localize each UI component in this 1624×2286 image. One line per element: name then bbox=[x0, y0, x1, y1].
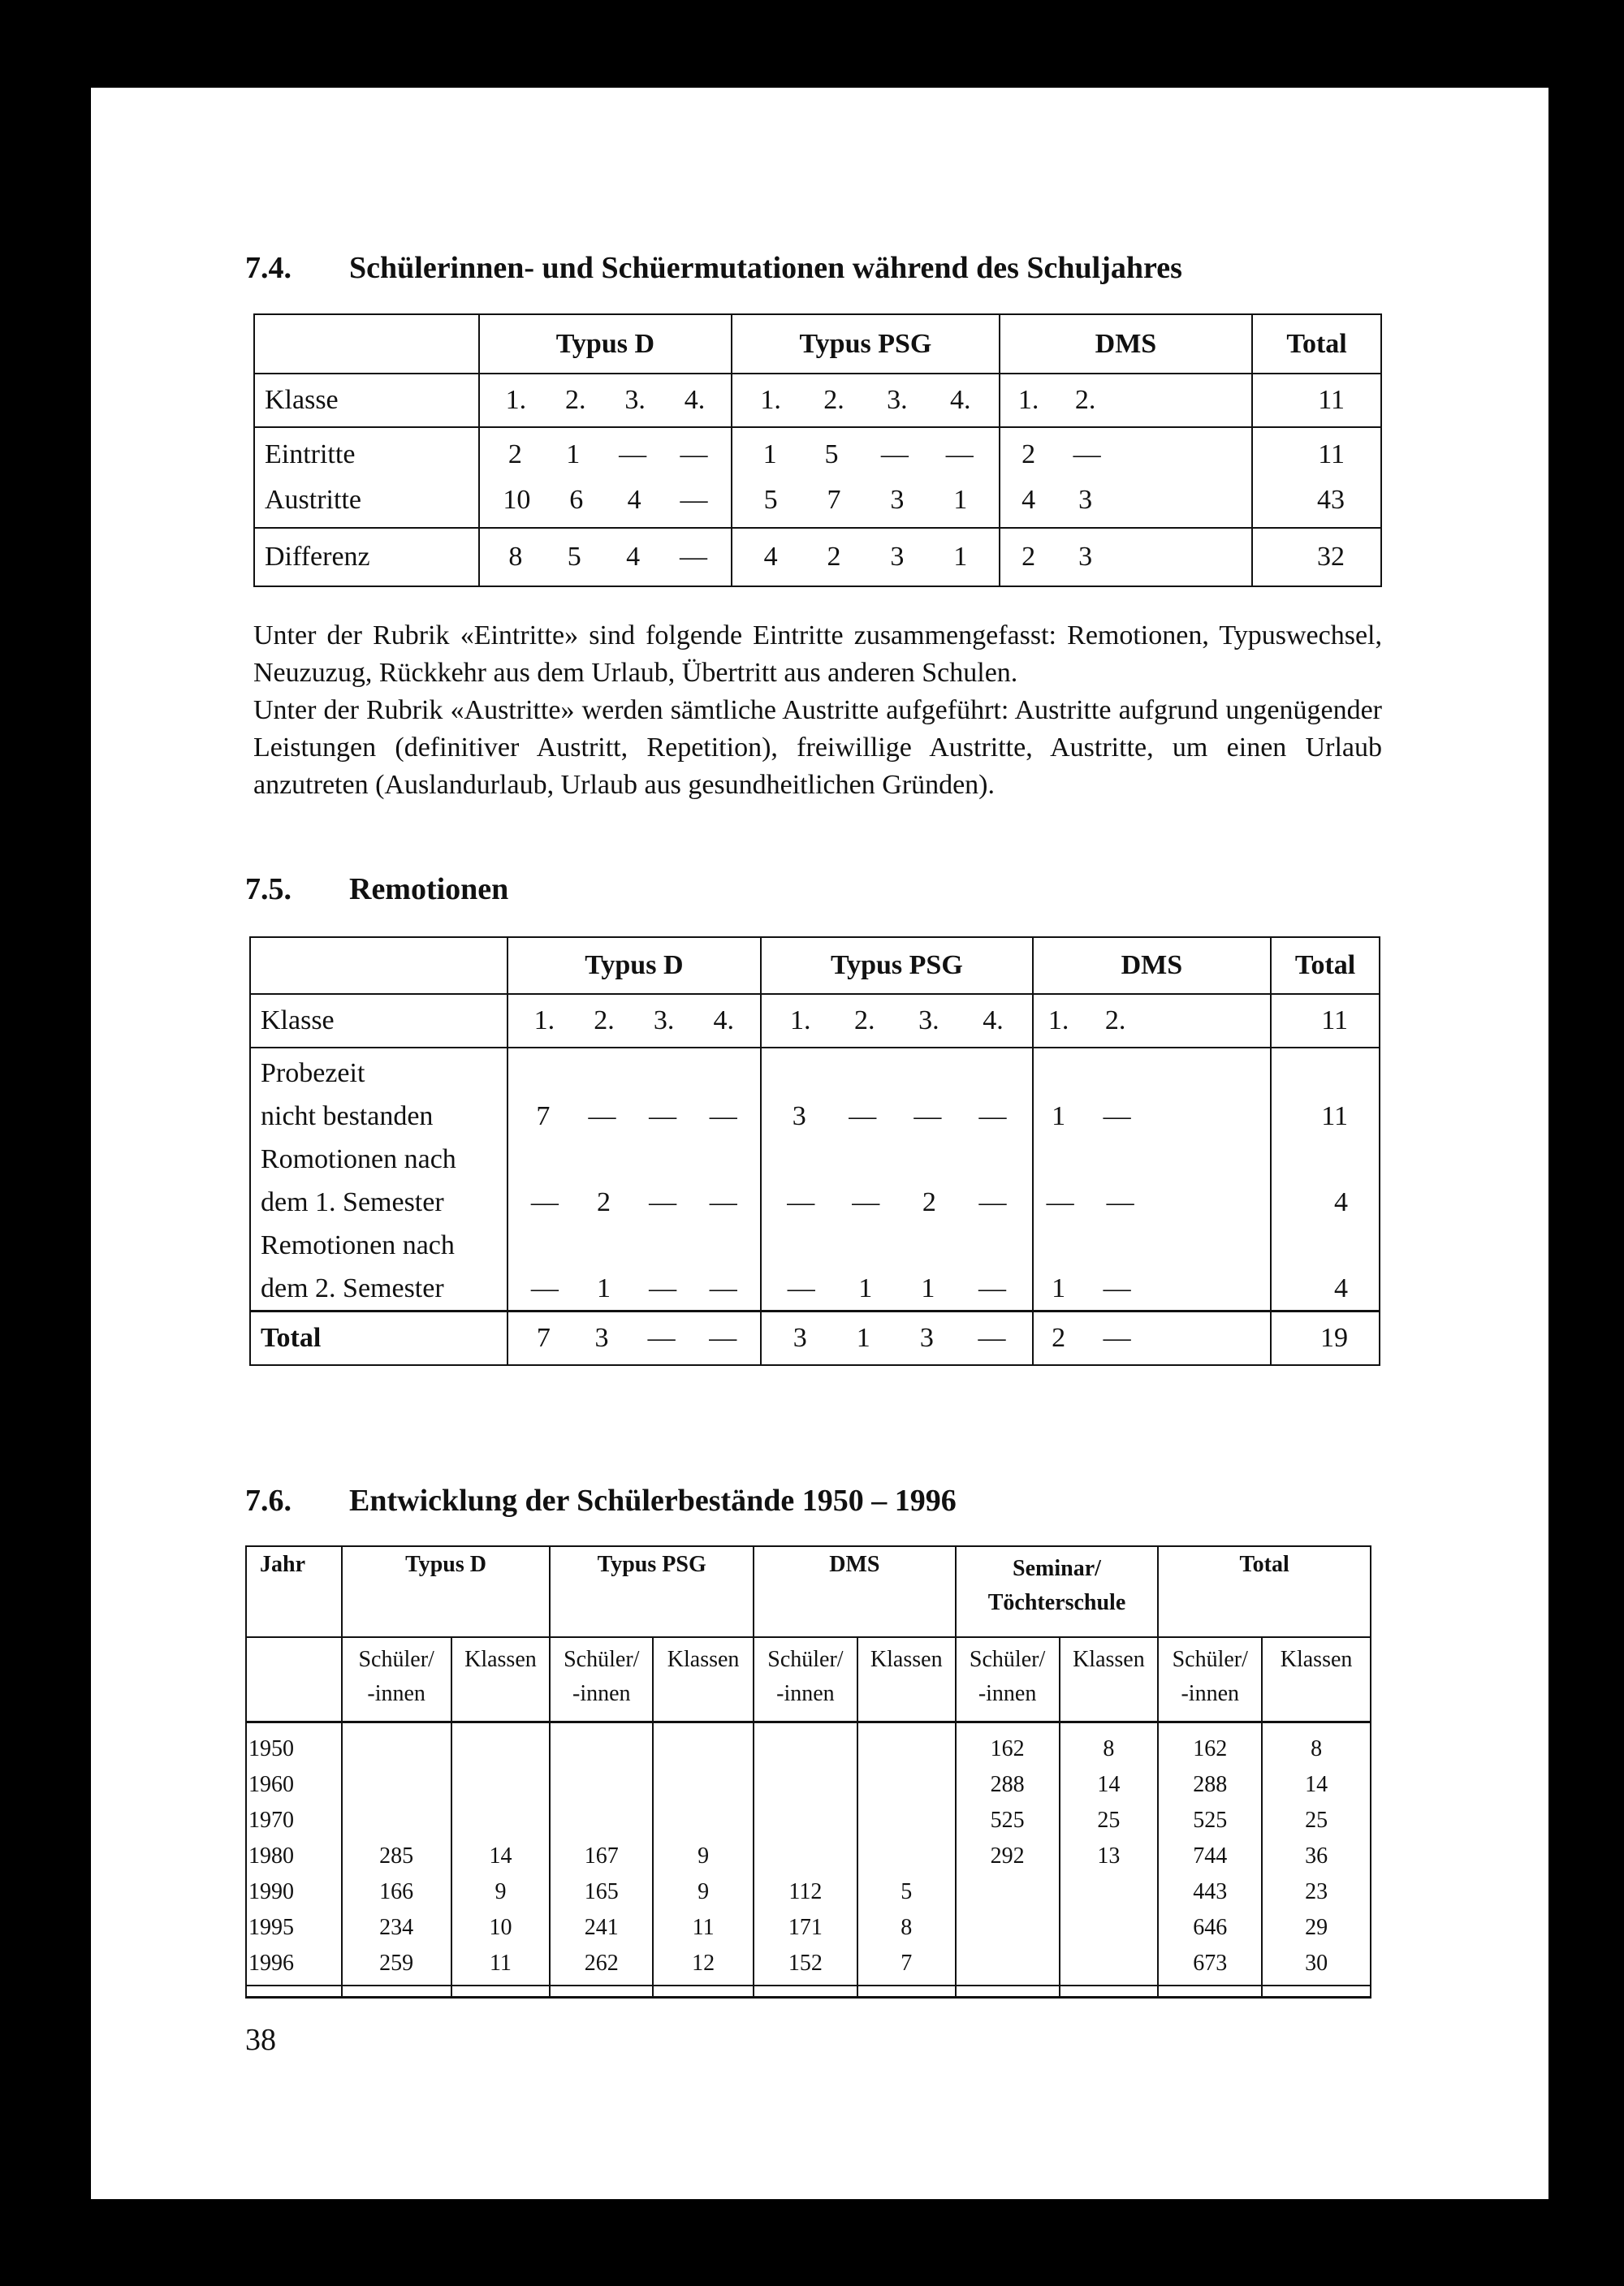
cell: 2 bbox=[827, 542, 841, 572]
year-cell: 1950 bbox=[248, 1735, 294, 1761]
row-label: dem 1. Semester bbox=[261, 1187, 444, 1217]
cell: 171 bbox=[788, 1914, 823, 1940]
cell: 166 bbox=[379, 1878, 414, 1904]
cell: 4 bbox=[627, 485, 641, 515]
cell: 152 bbox=[788, 1950, 823, 1976]
cell bbox=[860, 1839, 953, 1874]
subheader-classes: Klassen bbox=[653, 1637, 754, 1722]
cell: 2 bbox=[1052, 1322, 1066, 1353]
cell: 23 bbox=[1305, 1878, 1328, 1904]
total-cell: 4 bbox=[1334, 1273, 1348, 1303]
total-cell: 11 bbox=[1271, 994, 1380, 1048]
cell: 3 bbox=[792, 1101, 806, 1131]
cell bbox=[958, 1910, 1057, 1946]
year-cell: 1990 bbox=[248, 1878, 294, 1904]
cell bbox=[756, 1767, 855, 1803]
cell bbox=[344, 1767, 449, 1803]
notes-paragraph bbox=[253, 617, 1382, 804]
cell: 1 bbox=[762, 439, 777, 469]
cell: 9 bbox=[495, 1878, 507, 1904]
cell bbox=[454, 1767, 548, 1803]
cell bbox=[344, 1803, 449, 1839]
cell: 14 bbox=[1305, 1771, 1328, 1797]
cell: 1 bbox=[953, 542, 968, 572]
cell: 7 bbox=[901, 1950, 913, 1976]
remotionen-table bbox=[249, 936, 1380, 1366]
cell: — bbox=[1046, 1187, 1074, 1217]
schuelerbestaende-table bbox=[245, 1545, 1371, 1999]
cell: 13 bbox=[1097, 1843, 1121, 1869]
cell: 8 bbox=[1103, 1735, 1115, 1761]
cell: 3 bbox=[1078, 485, 1093, 515]
cell: 292 bbox=[990, 1843, 1025, 1869]
cell bbox=[958, 1874, 1057, 1910]
cell: 3 bbox=[594, 1322, 609, 1353]
row-label: dem 2. Semester bbox=[261, 1273, 444, 1303]
cell: 443 bbox=[1193, 1878, 1228, 1904]
cell: 2 bbox=[508, 439, 522, 469]
cell: — bbox=[945, 439, 974, 469]
cell: 25 bbox=[1305, 1807, 1328, 1833]
cell: — bbox=[978, 1101, 1007, 1131]
row-label: Klasse bbox=[254, 374, 479, 427]
mutations-table bbox=[253, 313, 1382, 587]
cell: — bbox=[619, 439, 647, 469]
table-subheader-row bbox=[246, 1637, 1371, 1722]
header-toechterschule: Töchterschule bbox=[987, 1590, 1126, 1615]
cell: 744 bbox=[1193, 1843, 1228, 1869]
cell: — bbox=[709, 1101, 737, 1131]
cell bbox=[1062, 1946, 1156, 1981]
cell: 1 bbox=[1052, 1273, 1066, 1303]
subheader-text: Schüler/ bbox=[564, 1647, 640, 1672]
cell: 7 bbox=[827, 485, 841, 515]
subheader-text: Schüler/ bbox=[358, 1647, 434, 1672]
cell bbox=[958, 1946, 1057, 1981]
cell: — bbox=[709, 1273, 737, 1303]
cell: 3 bbox=[890, 542, 905, 572]
total-cell: 11 bbox=[1252, 374, 1381, 427]
cell: — bbox=[649, 1187, 677, 1217]
cell: 1 bbox=[566, 439, 581, 469]
table-row-total bbox=[250, 1312, 1380, 1365]
cell: — bbox=[680, 439, 708, 469]
cell bbox=[454, 1803, 548, 1839]
cell: 14 bbox=[489, 1843, 512, 1869]
cell: 8 bbox=[1311, 1735, 1323, 1761]
section-title: Entwicklung der Schülerbestände 1950 – 1996 bbox=[349, 1484, 957, 1518]
subheader-classes: Klassen bbox=[1262, 1637, 1371, 1722]
row-label: Remotionen nach bbox=[261, 1230, 455, 1260]
table-header-row bbox=[250, 937, 1380, 994]
subheader-text: -innen bbox=[1181, 1681, 1239, 1706]
cell: 3 bbox=[1078, 542, 1093, 572]
document-page bbox=[91, 88, 1548, 2199]
cell: — bbox=[1073, 439, 1101, 469]
cell bbox=[1062, 1874, 1156, 1910]
section-number: 7.6. bbox=[245, 1484, 292, 1518]
section-number: 7.5. bbox=[245, 872, 292, 906]
cell: 9 bbox=[698, 1843, 710, 1869]
cell: — bbox=[530, 1187, 559, 1217]
subheader-classes: Klassen bbox=[857, 1637, 956, 1722]
cell bbox=[344, 1731, 449, 1767]
cell: 2 bbox=[1021, 542, 1036, 572]
subheader-text: Schüler/ bbox=[969, 1647, 1046, 1672]
note-austritte: Unter der Rubrik «Austritte» werden sämtliche Austritte aufgeführt: Austritte aufgrund ungenügender Leistungen (definitiver Austritt, Repetition), freiwillige Austritte, Austritte, um einen Urlaub anzutreten (Auslandurlaub, Urlaub aus gesundheitlichen Gründen). bbox=[253, 695, 1382, 800]
cell: 2 bbox=[922, 1187, 936, 1217]
cell: 12 bbox=[692, 1950, 715, 1976]
cell: 14 bbox=[1097, 1771, 1121, 1797]
cell: 673 bbox=[1193, 1950, 1228, 1976]
cell: — bbox=[978, 1273, 1007, 1303]
table-row bbox=[250, 994, 1380, 1048]
row-label: nicht bestanden bbox=[261, 1101, 434, 1131]
cell: 3 bbox=[890, 485, 905, 515]
cell: 1. bbox=[1047, 1005, 1069, 1035]
cell: 2. bbox=[564, 385, 586, 415]
cell: — bbox=[978, 1187, 1007, 1217]
cell: 5 bbox=[567, 542, 581, 572]
cell: 3. bbox=[653, 1005, 675, 1035]
total-cell: 11 bbox=[1321, 1101, 1348, 1131]
cell: 2. bbox=[823, 385, 844, 415]
subheader-text: -innen bbox=[572, 1681, 631, 1706]
cell: — bbox=[647, 1322, 676, 1353]
subheader-students bbox=[550, 1637, 653, 1722]
cell: 3. bbox=[918, 1005, 939, 1035]
cell: 2. bbox=[1104, 1005, 1126, 1035]
cell: 11 bbox=[692, 1914, 715, 1940]
year-cell: 1960 bbox=[248, 1771, 294, 1797]
subheader-text: -innen bbox=[776, 1681, 835, 1706]
header-seminar: Seminar/ bbox=[1013, 1556, 1101, 1581]
cell: 5 bbox=[901, 1878, 913, 1904]
subheader-text: Schüler/ bbox=[1172, 1647, 1248, 1672]
table-header-row bbox=[246, 1546, 1371, 1637]
cell: — bbox=[1103, 1101, 1131, 1131]
total-cell: 4 bbox=[1334, 1187, 1348, 1217]
cell: — bbox=[649, 1101, 677, 1131]
cell: 262 bbox=[584, 1950, 619, 1976]
cell bbox=[860, 1731, 953, 1767]
table-header-row bbox=[254, 314, 1381, 374]
note-eintritte: Unter der Rubrik «Eintritte» sind folgende Eintritte zusammengefasst: Remotionen, Typuswechsel, Neuzuzug, Rückkehr aus dem Urlaub, Übertritt aus anderen Schulen. bbox=[253, 620, 1382, 688]
header-typus-psg: Typus PSG bbox=[550, 1546, 754, 1637]
cell: 10 bbox=[503, 485, 531, 515]
table-row bbox=[254, 528, 1381, 586]
header-typus-psg: Typus PSG bbox=[732, 314, 1000, 374]
cell: — bbox=[588, 1101, 616, 1131]
cell bbox=[655, 1767, 751, 1803]
cell bbox=[756, 1839, 855, 1874]
cell: 3. bbox=[887, 385, 908, 415]
table-row bbox=[254, 427, 1381, 528]
cell: 4 bbox=[763, 542, 778, 572]
section-number: 7.4. bbox=[245, 251, 292, 285]
row-label: Eintritte bbox=[265, 439, 356, 469]
cell: — bbox=[880, 439, 909, 469]
cell: 162 bbox=[990, 1735, 1025, 1761]
year-cell: 1996 bbox=[248, 1950, 294, 1976]
row-label: Klasse bbox=[250, 994, 508, 1048]
cell: 1 bbox=[858, 1273, 873, 1303]
cell: — bbox=[1106, 1187, 1134, 1217]
cell: — bbox=[787, 1187, 815, 1217]
cell bbox=[860, 1767, 953, 1803]
row-label: Differenz bbox=[254, 528, 479, 586]
cell: 1 bbox=[1052, 1101, 1066, 1131]
total-cell: 43 bbox=[1317, 485, 1345, 515]
cell: 8 bbox=[901, 1914, 913, 1940]
cell: — bbox=[679, 542, 707, 572]
cell: 36 bbox=[1305, 1843, 1328, 1869]
header-dms: DMS bbox=[1000, 314, 1253, 374]
cell: 25 bbox=[1097, 1807, 1121, 1833]
cell: 288 bbox=[990, 1771, 1025, 1797]
cell: 5 bbox=[763, 485, 778, 515]
cell: 1 bbox=[921, 1273, 935, 1303]
year-cell: 1970 bbox=[248, 1807, 294, 1833]
cell: 1 bbox=[597, 1273, 611, 1303]
header-typus-d: Typus D bbox=[508, 937, 762, 994]
cell: 234 bbox=[379, 1914, 414, 1940]
section-7-4-heading bbox=[245, 250, 1182, 286]
cell: 4. bbox=[684, 385, 706, 415]
cell: 525 bbox=[990, 1807, 1025, 1833]
year-cell: 1980 bbox=[248, 1843, 294, 1869]
section-title: Schülerinnen- und Schüermutationen während des Schuljahres bbox=[349, 251, 1182, 285]
subheader-classes: Klassen bbox=[451, 1637, 551, 1722]
subheader-classes: Klassen bbox=[1060, 1637, 1159, 1722]
header-typus-d: Typus D bbox=[342, 1546, 551, 1637]
cell: — bbox=[530, 1273, 559, 1303]
table-row bbox=[246, 1722, 1371, 1986]
table-row bbox=[254, 374, 1381, 427]
cell: 5 bbox=[824, 439, 839, 469]
cell: 1. bbox=[505, 385, 527, 415]
section-7-6-heading bbox=[245, 1483, 957, 1519]
header-total: Total bbox=[1271, 937, 1380, 994]
subheader-students bbox=[754, 1637, 857, 1722]
section-title: Remotionen bbox=[349, 872, 509, 906]
cell: — bbox=[787, 1273, 815, 1303]
header-total: Total bbox=[1158, 1546, 1371, 1637]
header-total: Total bbox=[1252, 314, 1381, 374]
cell: 10 bbox=[489, 1914, 512, 1940]
cell: 2. bbox=[594, 1005, 615, 1035]
subheader-text: -innen bbox=[367, 1681, 425, 1706]
cell: 112 bbox=[788, 1878, 823, 1904]
cell: — bbox=[709, 1187, 737, 1217]
table-row bbox=[250, 1048, 1380, 1312]
total-cell: 11 bbox=[1318, 439, 1345, 469]
header-dms: DMS bbox=[754, 1546, 956, 1637]
cell: 2. bbox=[1074, 385, 1096, 415]
cell: 8 bbox=[508, 542, 523, 572]
cell bbox=[552, 1731, 650, 1767]
total-cell: 32 bbox=[1252, 528, 1381, 586]
cell: — bbox=[978, 1322, 1006, 1353]
cell bbox=[655, 1803, 751, 1839]
cell: 1. bbox=[789, 1005, 811, 1035]
subheader-students bbox=[1158, 1637, 1262, 1722]
cell: 7 bbox=[536, 1101, 551, 1131]
cell: 9 bbox=[698, 1878, 710, 1904]
subheader-text: -innen bbox=[978, 1681, 1037, 1706]
cell: 3. bbox=[624, 385, 646, 415]
cell: 288 bbox=[1193, 1771, 1228, 1797]
cell: 241 bbox=[584, 1914, 619, 1940]
page-number: 38 bbox=[245, 2023, 276, 2057]
row-label: Romotionen nach bbox=[261, 1144, 456, 1174]
cell: — bbox=[852, 1187, 880, 1217]
cell: 525 bbox=[1193, 1807, 1228, 1833]
cell bbox=[454, 1731, 548, 1767]
cell: — bbox=[1103, 1273, 1131, 1303]
section-7-5-heading bbox=[245, 871, 508, 907]
cell: 6 bbox=[569, 485, 584, 515]
cell bbox=[552, 1803, 650, 1839]
cell bbox=[756, 1803, 855, 1839]
cell bbox=[552, 1767, 650, 1803]
cell: 4 bbox=[1021, 485, 1036, 515]
cell: 3 bbox=[919, 1322, 934, 1353]
cell: 162 bbox=[1193, 1735, 1228, 1761]
cell: 4. bbox=[983, 1005, 1004, 1035]
total-cell: 19 bbox=[1271, 1312, 1380, 1365]
cell: 4. bbox=[949, 385, 971, 415]
cell bbox=[860, 1803, 953, 1839]
cell: — bbox=[649, 1273, 677, 1303]
cell: 1. bbox=[1017, 385, 1039, 415]
cell: — bbox=[709, 1322, 737, 1353]
subheader-text: Schüler/ bbox=[767, 1647, 844, 1672]
cell: 646 bbox=[1193, 1914, 1228, 1940]
cell: 7 bbox=[536, 1322, 551, 1353]
header-jahr: Jahr bbox=[246, 1546, 342, 1637]
header-dms: DMS bbox=[1033, 937, 1272, 994]
cell: 1 bbox=[856, 1322, 870, 1353]
cell: 165 bbox=[584, 1878, 619, 1904]
cell: — bbox=[849, 1101, 877, 1131]
cell: 3 bbox=[793, 1322, 807, 1353]
subheader-students bbox=[956, 1637, 1060, 1722]
cell: 2 bbox=[597, 1187, 611, 1217]
cell: 2 bbox=[1021, 439, 1036, 469]
cell bbox=[1062, 1910, 1156, 1946]
cell: 4. bbox=[713, 1005, 735, 1035]
cell: 285 bbox=[379, 1843, 414, 1869]
cell bbox=[655, 1731, 751, 1767]
cell: 167 bbox=[584, 1843, 619, 1869]
cell: 1. bbox=[760, 385, 781, 415]
header-typus-d: Typus D bbox=[479, 314, 732, 374]
cell: 259 bbox=[379, 1950, 414, 1976]
cell: 1. bbox=[533, 1005, 555, 1035]
cell: — bbox=[1103, 1322, 1131, 1353]
subheader-students bbox=[342, 1637, 451, 1722]
row-label: Austritte bbox=[265, 485, 361, 515]
cell: — bbox=[680, 485, 708, 515]
cell: 29 bbox=[1305, 1914, 1328, 1940]
cell: 2. bbox=[854, 1005, 875, 1035]
cell bbox=[756, 1731, 855, 1767]
header-typus-psg: Typus PSG bbox=[761, 937, 1032, 994]
cell: — bbox=[914, 1101, 942, 1131]
year-cell: 1995 bbox=[248, 1914, 294, 1940]
cell: 30 bbox=[1305, 1950, 1328, 1976]
row-label: Total bbox=[250, 1312, 508, 1365]
cell: 11 bbox=[489, 1950, 512, 1976]
row-label: Probezeit bbox=[261, 1058, 365, 1088]
cell: 1 bbox=[953, 485, 968, 515]
cell: 4 bbox=[626, 542, 641, 572]
